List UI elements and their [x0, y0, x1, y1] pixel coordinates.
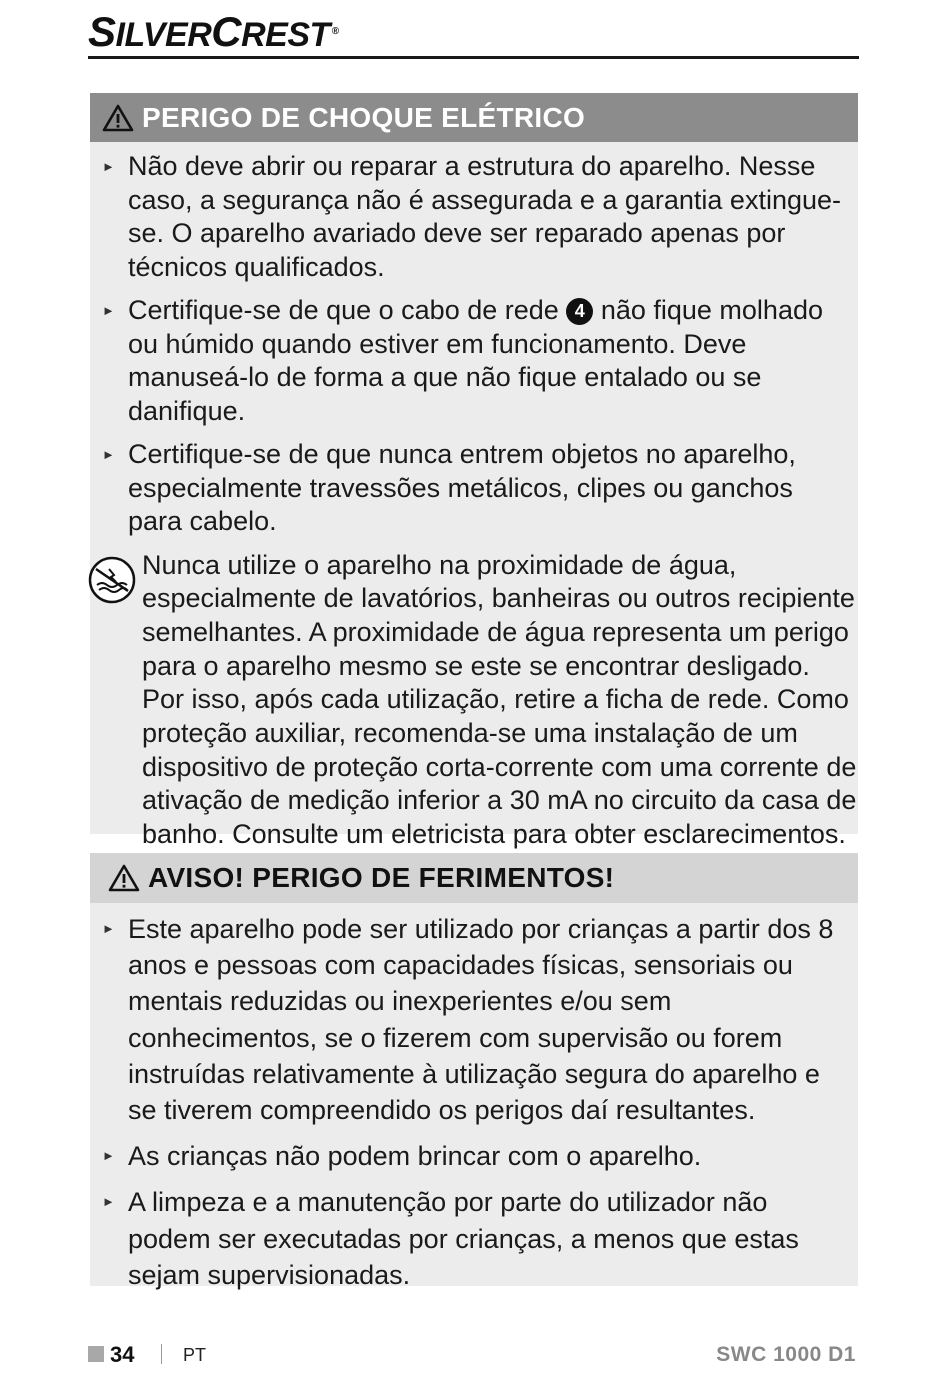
- list-item: ► Não deve abrir ou reparar a estrutura do aparelho. Nesse caso, a segurança não é assegurada e a garantia extingue-se. O aparelho avariado deve ser reparado apenas por técnicos qualificados.: [102, 150, 844, 284]
- footer-divider: [161, 1344, 162, 1364]
- bullet-arrow-icon: ►: [102, 303, 115, 318]
- bullet-arrow-icon: ►: [102, 159, 115, 174]
- section-heading: [90, 93, 858, 142]
- section-heading: [90, 853, 858, 903]
- list-item: ► Certifique-se de que o cabo de rede 4 não fique molhado ou húmido quando estiver em funcionamento. Deve manuseá-lo de forma a que não fique entalado ou se danifique.: [102, 294, 844, 428]
- language-code: PT: [183, 1345, 207, 1365]
- section-title: PERIGO DE CHOQUE ELÉTRICO: [142, 101, 586, 133]
- list-item: ► Este aparelho pode ser utilizado por crianças a partir dos 8 anos e pessoas com capacidades físicas, sensoriais ou mentais reduzidas ou inexperientes e/ou sem conhecimentos, se o fizerem com supervisão ou forem instruídas relativamente à utilização segura do aparelho e se tiverem compreendido os perigos daí resultantes.: [102, 911, 844, 1128]
- footer-square-icon: [88, 1346, 104, 1362]
- brand-logo: SILVERCREST ®: [88, 8, 339, 55]
- page-number: 34: [110, 1342, 135, 1367]
- electric-shock-warning-box: [90, 93, 858, 850]
- bullet-arrow-icon: ►: [102, 921, 115, 936]
- list-item: ► A limpeza e a manutenção por parte do utilizador não podem ser executadas por crianças, a menos que estas sejam supervisionadas.: [102, 1184, 844, 1293]
- page-footer: [88, 1342, 859, 1370]
- injury-warning-box: [90, 853, 858, 1290]
- water-warning: Nunca utilize o aparelho na proximidade de água, especialmente de lavatórios, banheiras ou outros recipiente semelhantes. A proximidade de água representa um perigo para o aparelho mesmo se este se encontrar desligado. Por isso, após cada utilização, retire a ficha de rede. Como proteção auxiliar, recomenda-se uma instalação de um dispositivo de proteção corta-corrente com uma corrente de ativação de medição inferior a 30 mA no circuito da casa de banho. Consulte um eletricista para obter esclarecimentos.: [90, 549, 858, 852]
- bullet-arrow-icon: ►: [102, 1148, 115, 1164]
- model-number: SWC 1000 D1: [716, 1343, 856, 1366]
- no-water-icon: [87, 555, 137, 605]
- warning-triangle-icon: [102, 104, 134, 132]
- part-number-badge: 4: [566, 298, 593, 325]
- header-rule: [88, 56, 859, 59]
- bullet-arrow-icon: ►: [102, 1194, 115, 1210]
- warning-triangle-icon: [108, 864, 140, 892]
- bullet-arrow-icon: ►: [102, 447, 115, 462]
- list-item: ► Certifique-se de que nunca entrem objetos no aparelho, especialmente travessões metálicos, clipes ou ganchos para cabelo.: [102, 438, 844, 539]
- section-title: AVISO! PERIGO DE FERIMENTOS!: [148, 862, 615, 893]
- list-item: ► As crianças não podem brincar com o aparelho.: [102, 1138, 844, 1174]
